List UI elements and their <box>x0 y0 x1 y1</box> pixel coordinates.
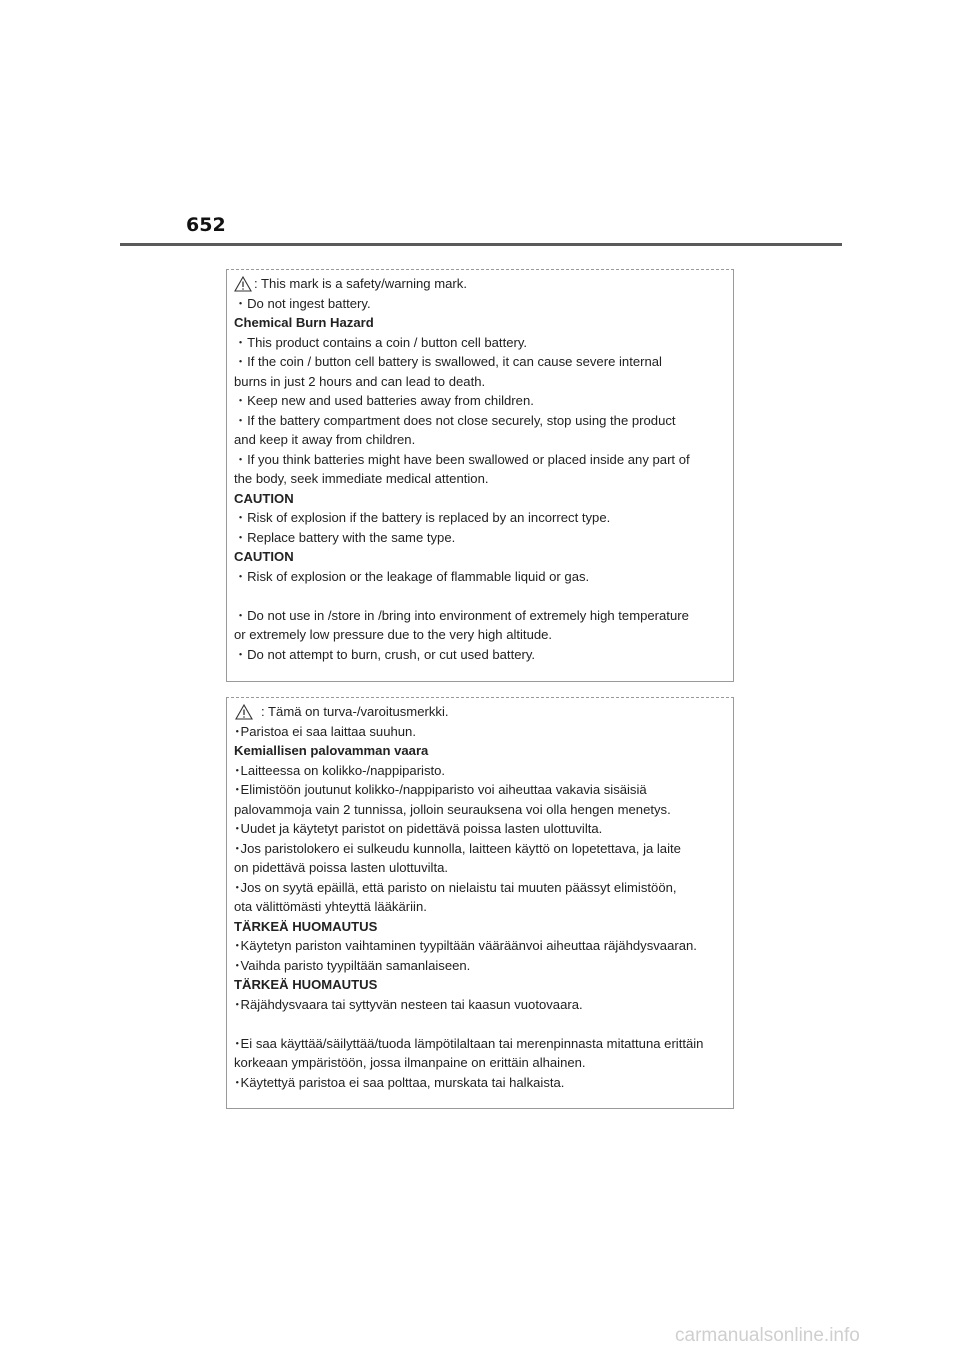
english-heading: CAUTION <box>234 490 294 506</box>
english-text-line: ・Do not use in /store in /bring into environment of extremely high temperature <box>234 607 689 623</box>
warning-triangle-icon <box>234 276 252 292</box>
english-text-line: ・If the coin / button cell battery is swallowed, it can cause severe internal <box>234 354 662 369</box>
finnish-warning-box <box>226 697 734 1109</box>
page-number: 652 <box>186 214 226 236</box>
english-text-line: the body, seek immediate medical attention. <box>234 471 489 486</box>
english-text-lines <box>234 294 729 665</box>
finnish-text-line: ･Räjähdysvaara tai syttyvän nesteen tai kaasun vuotovaara. <box>234 996 583 1012</box>
english-text-line: ・Keep new and used batteries away from children. <box>234 393 534 408</box>
finnish-text-line: ･Jos paristolokero ei sulkeudu kunnolla, laitteen käyttö on lopetettava, ja laite <box>234 840 681 856</box>
finnish-text-line: ･Käytettyä paristoa ei saa polttaa, murskata tai halkaista. <box>234 1074 565 1090</box>
finnish-warning-mark-line <box>234 702 729 722</box>
english-text-line: ・Do not attempt to burn, crush, or cut used battery. <box>234 646 536 662</box>
english-warning-mark-line <box>234 274 729 294</box>
english-text-line: ・If you think batteries might have been swallowed or placed inside any part of <box>234 451 690 467</box>
english-text-line: burns in just 2 hours and can lead to death. <box>234 373 486 389</box>
finnish-text-line: korkeaan ympäristöön, jossa ilmanpaine on erittäin alhainen. <box>234 1055 586 1070</box>
english-text-line: ・If the battery compartment does not close securely, stop using the product <box>234 412 676 428</box>
finnish-text-line: on pidettävä poissa lasten ulottuvilta. <box>234 860 449 875</box>
header-rule <box>120 243 842 246</box>
english-text-line: and keep it away from children. <box>234 432 416 447</box>
finnish-heading: TÄRKEÄ HUOMAUTUS <box>234 977 378 992</box>
finnish-text-lines <box>234 722 729 1093</box>
finnish-text-line: ･Jos on syytä epäillä, että paristo on nielaistu tai muuten päässyt elimistöön, <box>234 879 677 895</box>
warning-triangle-icon <box>235 704 253 720</box>
finnish-text-line: ･Ei saa käyttää/säilyttää/tuoda lämpötilaltaan tai merenpinnasta mitattuna erittäin <box>234 1035 704 1051</box>
finnish-text-line: ota välittömästi yhteyttä lääkäriin. <box>234 899 427 914</box>
finnish-warning-mark-text: : Tämä on turva-/varoitusmerkki. <box>261 704 449 719</box>
finnish-text-line: ･Vaihda paristo tyypiltään samanlaiseen. <box>234 957 471 973</box>
finnish-heading: Kemiallisen palovamman vaara <box>234 743 429 758</box>
english-warning-box <box>226 269 734 682</box>
finnish-heading: TÄRKEÄ HUOMAUTUS <box>234 918 378 934</box>
english-blank-line <box>234 586 729 606</box>
finnish-text-line: ･Uudet ja käytetyt paristot on pidettävä poissa lasten ulottuvilta. <box>234 821 603 836</box>
finnish-blank-line <box>234 1014 729 1034</box>
english-text-line: ・Risk of explosion if the battery is replaced by an incorrect type. <box>234 510 611 525</box>
finnish-text-line: ･Käytetyn pariston vaihtaminen tyypiltään vääräänvoi aiheuttaa räjähdysvaaran. <box>234 938 697 953</box>
finnish-text-line: ･Laitteessa on kolikko-/nappiparisto. <box>234 762 446 778</box>
footer-watermark: carmanualsonline.info <box>675 1325 860 1346</box>
finnish-text-line: ･Elimistöön joutunut kolikko-/nappiparisto voi aiheuttaa vakavia sisäisiä <box>234 782 647 797</box>
english-text-line: ・This product contains a coin / button cell battery. <box>234 334 528 350</box>
finnish-text-line: palovammoja vain 2 tunnissa, jolloin seurauksena voi olla hengen menetys. <box>234 801 671 817</box>
finnish-text-line: ･Paristoa ei saa laittaa suuhun. <box>234 723 416 739</box>
english-text-line: ・Risk of explosion or the leakage of flammable liquid or gas. <box>234 568 590 584</box>
english-text-line: ・Do not ingest battery. <box>234 295 371 311</box>
english-warning-mark-text: : This mark is a safety/warning mark. <box>254 276 467 291</box>
english-text-line: or extremely low pressure due to the very high altitude. <box>234 627 553 642</box>
english-heading: CAUTION <box>234 549 294 564</box>
english-text-line: ・Replace battery with the same type. <box>234 529 456 545</box>
english-heading: Chemical Burn Hazard <box>234 315 374 330</box>
